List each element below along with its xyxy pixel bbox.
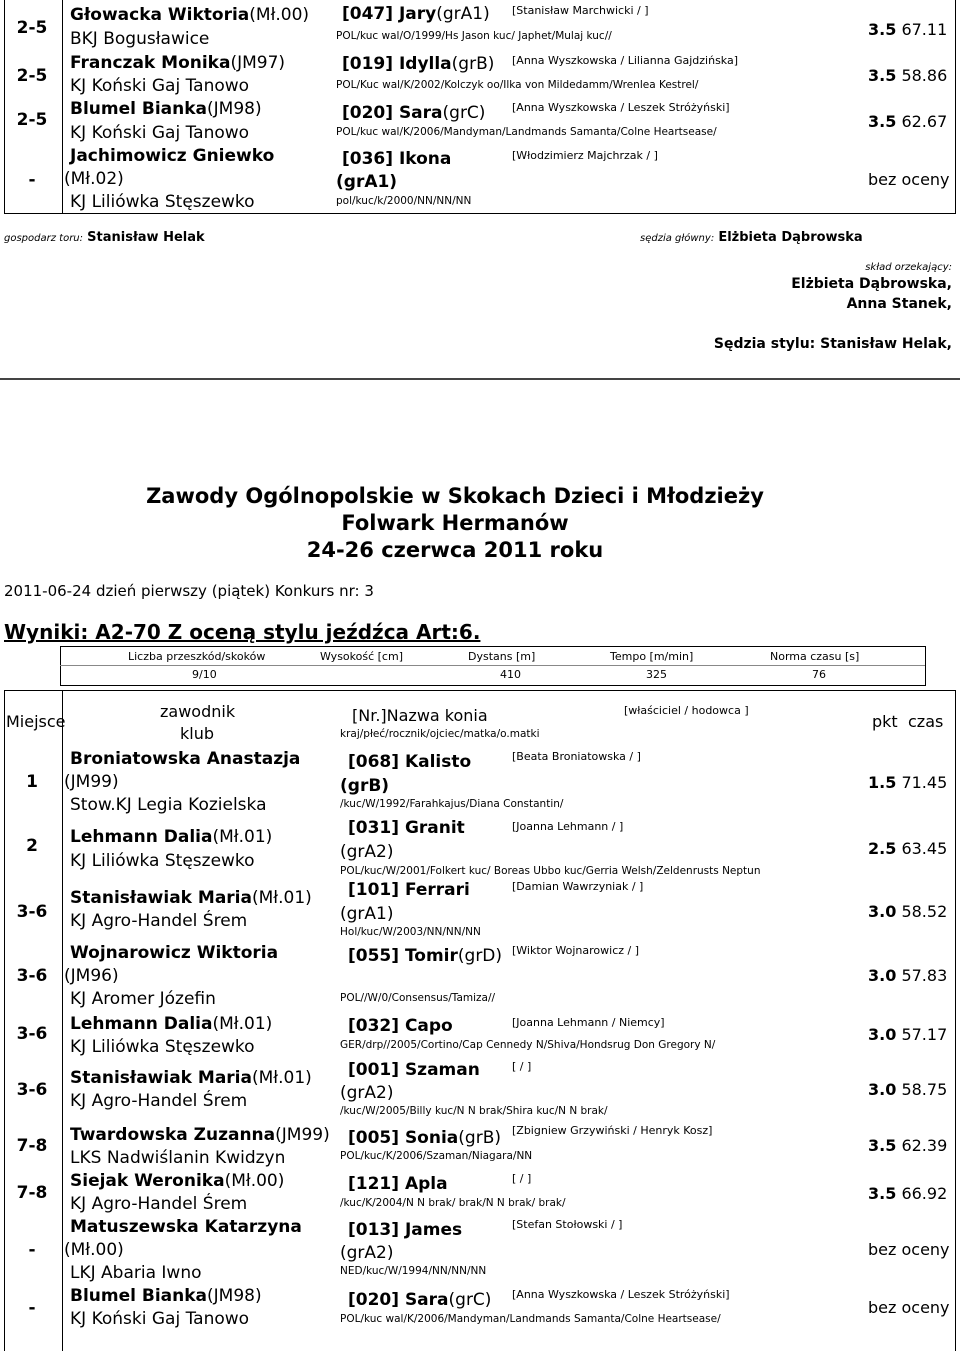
rank: 2-5 xyxy=(16,110,48,130)
horse-category: (grB) xyxy=(340,776,390,796)
host-name: Stanisław Helak xyxy=(87,230,205,245)
time: 62.67 xyxy=(901,112,948,131)
param-header: Norma czasu [s] xyxy=(770,650,860,663)
rider-name: Jachimowicz Gniewko xyxy=(70,146,275,166)
horse-category: (grA1) xyxy=(340,904,394,924)
horse-name: [047] Jary xyxy=(342,4,437,24)
rider-category: (JM99) xyxy=(275,1125,330,1145)
horse-category: (grA1) xyxy=(336,172,398,192)
rider-club: KJ Liliówka Stęszewko xyxy=(70,851,255,871)
rank: 3-6 xyxy=(16,966,48,986)
horse-category: (grB) xyxy=(458,1128,501,1148)
owner-breeder: [Zbigniew Grzywiński / Henryk Kosz] xyxy=(512,1124,713,1137)
col-time: czas xyxy=(908,712,944,731)
param-value: 76 xyxy=(812,668,826,681)
points: 1.5 xyxy=(868,773,897,792)
horse-info: POL/kuc wal/K/2006/Mandyman/Landmands Samanta/Colne Heartsease/ xyxy=(336,126,717,138)
rider-club: BKJ Bogusławice xyxy=(70,29,210,49)
rider-name: Lehmann Dalia xyxy=(70,827,213,847)
time: 58.86 xyxy=(901,66,948,85)
horse-info: Hol/kuc/W/2003/NN/NN/NN xyxy=(340,926,481,938)
no-score: bez oceny xyxy=(868,170,950,189)
horse-name: [068] Kalisto xyxy=(348,752,472,772)
results-title: Wyniki: A2-70 Z oceną stylu jeźdźca Art:6. xyxy=(4,620,481,644)
horse-category: (grD) xyxy=(457,946,503,966)
col-place: Miejsce xyxy=(6,712,66,731)
rider-category: (JM97) xyxy=(230,53,286,73)
rider-club: KJ Koński Gaj Tanowo xyxy=(70,123,250,143)
owner-breeder: [Damian Wawrzyniak / ] xyxy=(512,880,644,893)
horse-info: /kuc/W/2005/Billy kuc/N N brak/Shira kuc/N N brak/ xyxy=(340,1105,608,1117)
rider-club: KJ Liliówka Stęszewko xyxy=(70,192,255,212)
points: 3.0 xyxy=(868,1025,897,1044)
rider-name: Wojnarowicz Wiktoria xyxy=(70,943,279,963)
no-score: bez oceny xyxy=(868,1298,950,1317)
rank: - xyxy=(28,170,36,190)
rider-category: (Mł.01) xyxy=(251,1068,312,1088)
rider-category: (Mł.01) xyxy=(212,1014,273,1034)
rider-name: Lehmann Dalia xyxy=(70,1014,213,1034)
col-horse-info: kraj/płeć/rocznik/ojciec/matka/o.matki xyxy=(340,728,540,740)
time: 58.75 xyxy=(901,1080,948,1099)
judge-label: sędzia główny: xyxy=(640,233,715,244)
rider-name: Broniatowska Anastazja xyxy=(70,749,301,769)
owner-breeder: [Anna Wyszkowska / Leszek Stróżyński] xyxy=(512,101,730,114)
points: 3.0 xyxy=(868,966,897,985)
owner-breeder: [Włodzimierz Majchrzak / ] xyxy=(512,149,658,162)
rider-category: (JM99) xyxy=(64,772,119,792)
rank: - xyxy=(28,1298,36,1318)
rider-club: KJ Liliówka Stęszewko xyxy=(70,1037,255,1057)
horse-info: POL/Kuc wal/K/2002/Kolczyk oo/Ilka von Mildedamm/Wrenlea Kestrel/ xyxy=(336,79,699,91)
panel-label: skład orzekający: xyxy=(865,262,952,273)
horse-name: [001] Szaman xyxy=(348,1060,480,1080)
points: 3.0 xyxy=(868,1080,897,1099)
rank: 3-6 xyxy=(16,1024,48,1044)
param-value: 325 xyxy=(646,668,667,681)
rider-club: KJ Aromer Józefin xyxy=(70,989,216,1009)
rider-club: KJ Agro-Handel Śrem xyxy=(70,1194,248,1214)
horse-name: [020] Sara xyxy=(348,1290,449,1310)
col-club: klub xyxy=(180,724,215,743)
col-horse: [Nr.]Nazwa konia xyxy=(352,706,488,725)
horse-info: /kuc/K/2004/N N brak/ brak/N N brak/ brak/ xyxy=(340,1197,566,1209)
time: 67.11 xyxy=(901,20,948,39)
style-judge: Sędzia stylu: Stanisław Helak, xyxy=(713,336,952,352)
points: 2.5 xyxy=(868,839,897,858)
rider-category: (Mł.01) xyxy=(251,888,312,908)
event-title: Zawody Ogólnopolskie w Skokach Dzieci i Młodzieży xyxy=(146,484,764,508)
rider-name: Blumel Bianka xyxy=(70,99,208,119)
time: 63.45 xyxy=(901,839,948,858)
rider-name: Głowacka Wiktoria xyxy=(70,5,250,25)
rider-category: (JM98) xyxy=(207,99,262,119)
judge-name: Elżbieta Dąbrowska xyxy=(718,230,863,245)
time: 57.83 xyxy=(901,966,948,985)
owner-breeder: [ / ] xyxy=(512,1172,532,1185)
col-rider: zawodnik xyxy=(160,702,236,721)
points: 3.5 xyxy=(868,66,897,85)
horse-category: (grA2) xyxy=(340,842,394,862)
horse-info: /kuc/W/1992/Farahkajus/Diana Constantin/ xyxy=(340,798,564,810)
rank: 2-5 xyxy=(16,18,48,38)
rider-name: Blumel Bianka xyxy=(70,1286,208,1306)
owner-breeder: [Stanisław Marchwicki / ] xyxy=(512,4,649,17)
rank: 7-8 xyxy=(16,1136,48,1156)
horse-name: [013] James xyxy=(348,1220,463,1240)
rider-category: (Mł.00) xyxy=(249,5,310,25)
rank: - xyxy=(28,1240,36,1260)
rank: 3-6 xyxy=(16,902,48,922)
horse-category: (grA2) xyxy=(340,1083,394,1103)
param-value: 9/10 xyxy=(192,668,217,681)
time: 57.17 xyxy=(901,1025,948,1044)
owner-breeder: [Joanna Lehmann / ] xyxy=(512,820,624,833)
horse-category: (grA1) xyxy=(436,4,490,24)
rider-club: KJ Koński Gaj Tanowo xyxy=(70,1309,250,1329)
rider-category: (Mł.02) xyxy=(64,169,124,189)
horse-name: [019] Idylla xyxy=(342,54,452,74)
rank: 2-5 xyxy=(16,66,48,86)
param-header: Tempo [m/min] xyxy=(610,650,694,663)
rider-club: LKS Nadwiślanin Kwidzyn xyxy=(70,1148,286,1168)
horse-info: pol/kuc/k/2000/NN/NN/NN xyxy=(336,195,472,207)
rider-category: (JM96) xyxy=(64,966,119,986)
horse-category: (grC) xyxy=(448,1290,492,1310)
rider-category: (JM98) xyxy=(207,1286,262,1306)
horse-name: [032] Capo xyxy=(348,1016,453,1036)
horse-name: [055] Tomir xyxy=(348,946,458,966)
param-header: Wysokość [cm] xyxy=(320,650,403,663)
rider-name: Stanisławiak Maria xyxy=(70,888,252,908)
host-label: gospodarz toru: xyxy=(4,233,84,244)
panel-member: Anna Stanek, xyxy=(846,296,952,312)
owner-breeder: [ / ] xyxy=(512,1060,532,1073)
horse-info: POL//W/0/Consensus/Tamiza// xyxy=(340,992,496,1004)
horse-category: (grC) xyxy=(442,103,486,123)
rider-name: Matuszewska Katarzyna xyxy=(70,1217,302,1237)
rank: 3-6 xyxy=(16,1080,48,1100)
rider-club: KJ Koński Gaj Tanowo xyxy=(70,76,250,96)
param-value: 410 xyxy=(500,668,521,681)
horse-category: (grB) xyxy=(451,54,495,74)
owner-breeder: [Stefan Stołowski / ] xyxy=(512,1218,623,1231)
horse-info: POL/kuc/W/2001/Folkert kuc/ Boreas Ubbo kuc/Gerria Welsh/Zeldenrusts Neptun xyxy=(340,865,761,877)
no-score: bez oceny xyxy=(868,1240,950,1259)
horse-info: POL/kuc wal/K/2006/Mandyman/Landmands Samanta/Colne Heartsease/ xyxy=(340,1313,721,1325)
horse-name: [020] Sara xyxy=(342,103,443,123)
rider-club: Stow.KJ Legia Kozielska xyxy=(70,795,267,815)
rider-name: Stanisławiak Maria xyxy=(70,1068,252,1088)
owner-breeder: [Joanna Lehmann / Niemcy] xyxy=(512,1016,665,1029)
rank: 2 xyxy=(26,836,38,856)
horse-name: [101] Ferrari xyxy=(348,880,470,900)
horse-name: [005] Sonia xyxy=(348,1128,459,1148)
col-points: pkt xyxy=(872,712,898,731)
horse-name: [031] Granit xyxy=(348,818,465,838)
day-line: 2011-06-24 dzień pierwszy (piątek) Konkurs nr: 3 xyxy=(4,582,374,600)
horse-category: (grA2) xyxy=(340,1243,394,1263)
rider-category: (Mł.01) xyxy=(212,827,273,847)
time: 62.39 xyxy=(901,1136,948,1155)
rider-name: Siejak Weronika xyxy=(70,1171,225,1191)
time: 58.52 xyxy=(901,902,948,921)
rank: 1 xyxy=(26,772,38,792)
rider-name: Franczak Monika xyxy=(70,53,231,73)
horse-info: NED/kuc/W/1994/NN/NN/NN xyxy=(340,1265,487,1277)
rider-name: Twardowska Zuzanna xyxy=(70,1125,276,1145)
event-place: Folwark Hermanów xyxy=(341,511,569,535)
owner-breeder: [Wiktor Wojnarowicz / ] xyxy=(512,944,640,957)
panel-member: Elżbieta Dąbrowska, xyxy=(791,276,952,292)
rider-club: KJ Agro-Handel Śrem xyxy=(70,1091,248,1111)
section-divider xyxy=(0,378,960,380)
points: 3.5 xyxy=(868,112,897,131)
event-dates: 24-26 czerwca 2011 roku xyxy=(306,538,604,562)
horse-name: [036] Ikona xyxy=(342,149,452,169)
points: 3.0 xyxy=(868,902,897,921)
owner-breeder: [Anna Wyszkowska / Lilianna Gajdzińska] xyxy=(512,54,739,67)
owner-breeder: [Anna Wyszkowska / Leszek Stróżyński] xyxy=(512,1288,730,1301)
horse-info: POL/kuc/K/2006/Szaman/Niagara/NN xyxy=(340,1150,533,1162)
time: 71.45 xyxy=(901,773,948,792)
rank: 7-8 xyxy=(16,1183,48,1203)
owner-breeder: [Beata Broniatowska / ] xyxy=(512,750,641,763)
rider-category: (Mł.00) xyxy=(64,1240,124,1260)
col-owner: [właściciel / hodowca ] xyxy=(624,704,749,717)
rider-club: KJ Agro-Handel Śrem xyxy=(70,911,248,931)
horse-info: GER/drp//2005/Cortino/Cap Cennedy N/Shiva/Hondsrug Don Gregory N/ xyxy=(340,1039,716,1051)
points: 3.5 xyxy=(868,1184,897,1203)
rider-club: LKJ Abaria Iwno xyxy=(70,1263,202,1283)
param-header: Liczba przeszkód/skoków xyxy=(128,650,266,663)
horse-info: POL/kuc wal/O/1999/Hs Jason kuc/ Japhet/Mulaj kuc// xyxy=(336,30,612,42)
points: 3.5 xyxy=(868,1136,897,1155)
param-header: Dystans [m] xyxy=(468,650,536,663)
time: 66.92 xyxy=(901,1184,948,1203)
rider-category: (Mł.00) xyxy=(224,1171,285,1191)
points: 3.5 xyxy=(868,20,897,39)
horse-name: [121] Apla xyxy=(348,1174,448,1194)
